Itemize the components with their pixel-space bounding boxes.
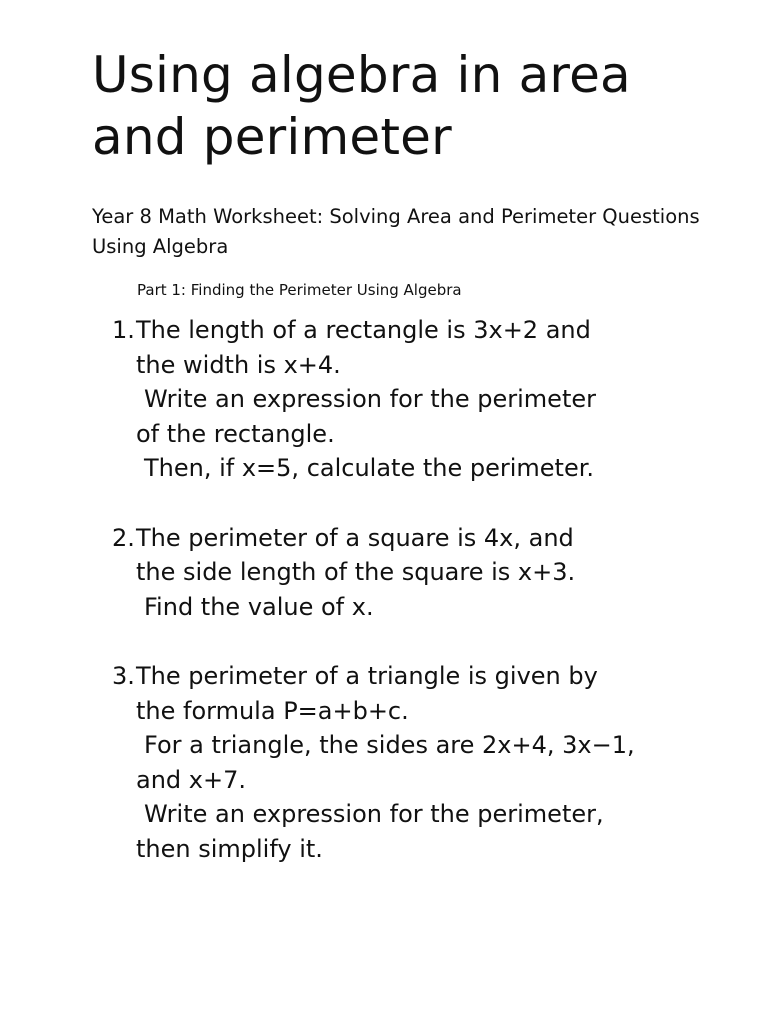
question-line: the width is x+4. (136, 350, 341, 379)
part-heading: Part 1: Finding the Perimeter Using Algebra (137, 281, 462, 299)
question-line: Find the value of x. (144, 592, 374, 621)
question-line: Then, if x=5, calculate the perimeter. (144, 454, 595, 483)
question-3 (112, 659, 712, 867)
question-line: The perimeter of a triangle is given by (136, 661, 598, 690)
question-number: 3. (112, 661, 135, 690)
question-line: The length of a rectangle is 3x+2 and (136, 316, 591, 344)
question-number: 1. (112, 316, 135, 344)
question-line: the side length of the square is x+3. (136, 558, 576, 587)
question-line: Write an expression for the perimeter, (144, 800, 604, 829)
question-line: of the rectangle. (136, 419, 335, 448)
question-1 (112, 313, 712, 486)
question-number: 2. (112, 523, 135, 552)
page-title: Using algebra in area and perimeter (92, 46, 631, 166)
question-line: the formula P=a+b+c. (136, 696, 409, 725)
question-line: then simplify it. (136, 834, 323, 863)
question-line: The perimeter of a square is 4x, and (136, 523, 574, 552)
question-2 (112, 521, 712, 625)
question-list (112, 313, 712, 867)
question-line: Write an expression for the perimeter (144, 385, 596, 414)
question-line: For a triangle, the sides are 2x+4, 3x−1, (144, 731, 635, 760)
question-line: and x+7. (136, 765, 246, 794)
worksheet-subtitle: Year 8 Math Worksheet: Solving Area and Perimeter Questions Using Algebra (92, 205, 700, 258)
